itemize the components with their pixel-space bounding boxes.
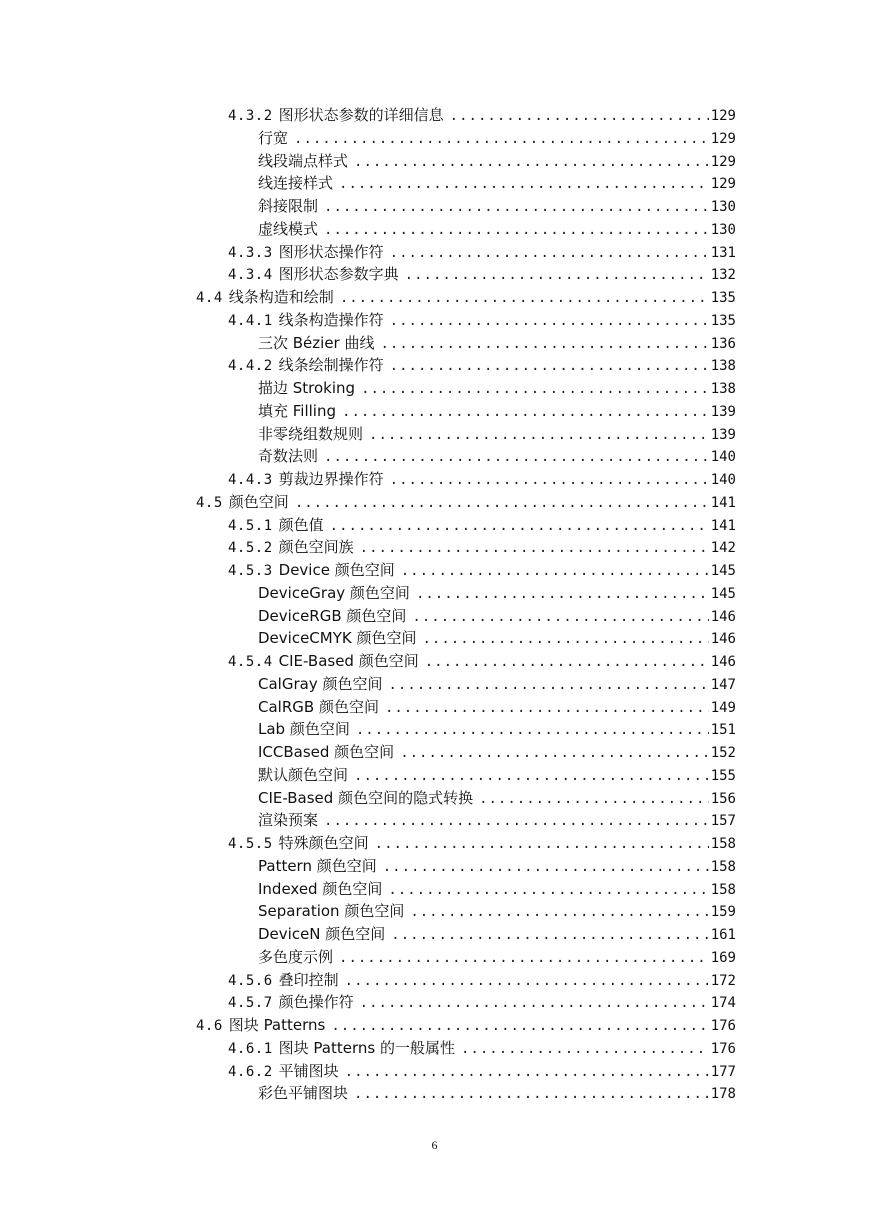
toc-entry-number: 4.3.4: [228, 267, 273, 284]
toc-entry-page: 176: [710, 1018, 736, 1034]
toc-entry[interactable]: [0, 1014, 869, 1037]
toc-entry-page: 136: [710, 335, 736, 352]
toc-entry-title: Device 颜色空间: [278, 561, 395, 579]
toc-entry-number: 4.5.2: [228, 540, 273, 557]
toc-entry[interactable]: [0, 218, 869, 241]
toc-entry-page: 156: [710, 790, 736, 807]
toc-entry[interactable]: [0, 741, 869, 764]
toc-entry-page: 129: [710, 176, 736, 193]
toc-entry[interactable]: [0, 172, 869, 195]
toc-entry-title: 虚线模式: [258, 219, 319, 238]
toc-entry[interactable]: [0, 696, 869, 719]
dot-leader: [388, 879, 708, 902]
dot-leader: [390, 355, 709, 378]
dot-leader: [294, 128, 709, 151]
dot-leader: [360, 537, 709, 560]
toc-entry[interactable]: [0, 400, 869, 423]
toc-entry-page: 140: [710, 449, 736, 466]
dot-leader: [388, 674, 708, 697]
toc-entry[interactable]: [0, 718, 869, 741]
toc-entry-page: 129: [710, 130, 736, 147]
toc-entry-title: CIE-Based 颜色空间: [278, 652, 419, 670]
toc-entry[interactable]: [0, 536, 869, 559]
toc-entry-page: 161: [710, 927, 736, 943]
toc-entry-page: 174: [710, 995, 736, 1012]
toc-entry-title: CIE-Based 颜色空间的隐式转换: [258, 788, 474, 807]
toc-entry[interactable]: [0, 423, 869, 446]
toc-entry[interactable]: [0, 241, 869, 264]
dot-leader: [360, 992, 709, 1015]
toc-entry-page: 152: [710, 745, 736, 761]
toc-entry[interactable]: [0, 468, 869, 491]
toc-entry-number: 4.5.4: [228, 654, 273, 670]
toc-entry-number: 4.6.2: [228, 1063, 273, 1080]
toc-entry-number: 4.5.7: [228, 995, 273, 1012]
toc-entry[interactable]: [0, 332, 869, 355]
toc-entry-title: DeviceCMYK 颜色空间: [258, 629, 417, 648]
toc-entry-number: 4.6: [196, 1018, 223, 1034]
toc-entry-title: 颜色空间: [228, 492, 289, 511]
dot-leader: [295, 492, 709, 515]
toc-entry[interactable]: [0, 377, 869, 400]
dot-leader: [345, 970, 709, 993]
toc-entry[interactable]: [0, 514, 869, 537]
toc-entry-title: 奇数法则: [258, 447, 319, 466]
toc-entry-title: 颜色空间族: [278, 538, 354, 557]
toc-entry-title: 图块 Patterns 的一般属性: [278, 1038, 455, 1057]
toc-entry-page: 159: [710, 904, 736, 921]
dot-leader: [401, 560, 709, 583]
dot-leader: [422, 628, 708, 651]
toc-entry-page: 135: [710, 290, 736, 306]
toc-entry-title: Pattern 颜色空间: [258, 856, 377, 875]
toc-entry[interactable]: [0, 969, 869, 992]
toc-entry-page: 178: [710, 1086, 736, 1103]
dot-leader: [339, 947, 709, 970]
toc-entry[interactable]: [0, 923, 869, 946]
toc-entry-title: 行宽: [258, 128, 289, 147]
toc-entry[interactable]: [0, 855, 869, 878]
toc-entry-page: 158: [710, 858, 736, 875]
toc-entry-page: 176: [710, 1040, 736, 1057]
table-of-contents: [0, 104, 869, 1105]
toc-entry-page: 157: [710, 813, 736, 830]
toc-entry[interactable]: [0, 1082, 869, 1105]
toc-entry[interactable]: [0, 878, 869, 901]
toc-entry-title: 图块 Patterns: [228, 1016, 326, 1034]
toc-entry[interactable]: [0, 195, 869, 218]
toc-entry[interactable]: [0, 491, 869, 514]
toc-entry-title: 线条构造操作符: [278, 310, 384, 329]
dot-leader: [345, 1061, 709, 1084]
dot-leader: [369, 424, 709, 447]
toc-entry[interactable]: [0, 764, 869, 787]
toc-entry[interactable]: [0, 673, 869, 696]
toc-entry-title: DeviceRGB 颜色空间: [258, 606, 407, 625]
dot-leader: [383, 856, 709, 879]
toc-entry-page: 135: [710, 312, 736, 329]
toc-entry-page: 138: [710, 358, 736, 375]
dot-leader: [385, 697, 709, 720]
dot-leader: [381, 333, 709, 356]
toc-entry-title: 渲染预案: [258, 811, 319, 830]
toc-entry[interactable]: [0, 627, 869, 650]
dot-leader: [450, 105, 709, 128]
toc-entry[interactable]: [0, 309, 869, 332]
toc-entry-page: 132: [710, 267, 736, 284]
toc-entry-page: 145: [710, 585, 736, 602]
toc-entry-title: 斜接限制: [258, 197, 319, 215]
toc-entry-page: 147: [710, 676, 736, 693]
toc-entry-page: 129: [710, 153, 736, 170]
toc-entry[interactable]: [0, 650, 869, 673]
toc-entry-title: 线条构造和绘制: [228, 288, 334, 306]
toc-entry-number: 4.5.3: [228, 563, 273, 579]
toc-entry-title: Separation 颜色空间: [258, 902, 405, 921]
toc-entry[interactable]: [0, 809, 869, 832]
toc-entry-page: 130: [710, 221, 736, 238]
dot-leader: [391, 924, 708, 947]
toc-entry-title: DeviceN 颜色空间: [258, 925, 386, 943]
toc-entry-page: 151: [710, 722, 736, 739]
dot-leader: [479, 788, 709, 811]
toc-entry-page: 139: [710, 426, 736, 443]
toc-entry-title: 三次 Bézier 曲线: [258, 333, 375, 352]
dot-leader: [324, 446, 709, 469]
toc-entry-page: 139: [710, 403, 736, 420]
dot-leader: [461, 1038, 709, 1061]
toc-entry-title: 图形状态操作符: [278, 242, 384, 261]
toc-entry-number: 4.6.1: [228, 1040, 273, 1057]
dot-leader: [324, 219, 709, 242]
toc-entry-page: 145: [710, 563, 736, 579]
toc-entry-title: 剪裁边界操作符: [278, 470, 384, 488]
toc-entry-title: 多色度示例: [258, 947, 334, 966]
toc-entry[interactable]: [0, 900, 869, 923]
toc-entry-page: 141: [710, 494, 736, 511]
dot-leader: [331, 1015, 708, 1038]
toc-entry[interactable]: [0, 286, 869, 309]
toc-entry-page: 146: [710, 654, 736, 670]
toc-entry-title: 平铺图块: [278, 1061, 339, 1080]
toc-entry-page: 146: [710, 608, 736, 625]
toc-entry-title: CalRGB 颜色空间: [258, 697, 379, 716]
toc-entry-title: 描边 Stroking: [258, 379, 356, 397]
toc-entry-number: 4.3.2: [228, 108, 273, 124]
dot-leader: [416, 583, 709, 606]
toc-entry-title: Lab 颜色空间: [258, 720, 350, 739]
dot-leader: [324, 810, 709, 833]
dot-leader: [342, 401, 709, 424]
toc-entry-number: 4.5.1: [228, 517, 273, 534]
toc-entry-number: 4.4.2: [228, 358, 273, 375]
toc-entry-page: 140: [710, 472, 736, 488]
toc-entry-page: 129: [710, 108, 736, 124]
toc-entry-title: ICCBased 颜色空间: [258, 743, 395, 761]
dot-leader: [375, 833, 709, 856]
toc-entry-title: DeviceGray 颜色空间: [258, 583, 410, 602]
toc-entry[interactable]: [0, 559, 869, 582]
dot-leader: [330, 515, 709, 538]
toc-entry-page: 130: [710, 199, 736, 215]
toc-entry-page: 141: [710, 517, 736, 534]
toc-entry-page: 142: [710, 540, 736, 557]
dot-leader: [324, 196, 709, 219]
toc-entry-number: 4.5.5: [228, 836, 273, 852]
toc-entry[interactable]: [0, 150, 869, 173]
dot-leader: [361, 378, 709, 401]
toc-entry-page: 177: [710, 1063, 736, 1080]
toc-entry-number: 4.4.3: [228, 472, 273, 488]
toc-entry-page: 149: [710, 699, 736, 716]
toc-entry-title: 图形状态参数的详细信息: [278, 106, 444, 124]
dot-leader: [412, 606, 708, 629]
toc-entry[interactable]: [0, 991, 869, 1014]
dot-leader: [356, 719, 709, 742]
toc-entry-title: CalGray 颜色空间: [258, 674, 383, 693]
toc-entry-title: Indexed 颜色空间: [258, 879, 383, 898]
toc-entry[interactable]: [0, 354, 869, 377]
toc-entry[interactable]: [0, 605, 869, 628]
toc-entry-title: 特殊颜色空间: [278, 834, 369, 852]
toc-entry-title: 颜色操作符: [278, 993, 354, 1012]
toc-entry[interactable]: [0, 787, 869, 810]
toc-entry-number: 4.4: [196, 290, 223, 306]
dot-leader: [390, 469, 709, 492]
dot-leader: [354, 151, 709, 174]
dot-leader: [400, 742, 709, 765]
dot-leader: [405, 264, 709, 287]
toc-entry[interactable]: [0, 127, 869, 150]
dot-leader: [390, 310, 709, 333]
toc-entry[interactable]: [0, 104, 869, 127]
toc-entry[interactable]: [0, 582, 869, 605]
dot-leader: [340, 287, 709, 310]
toc-entry-page: 155: [710, 767, 736, 784]
toc-entry-title: 填充 Filling: [258, 401, 337, 420]
dot-leader: [354, 765, 709, 788]
toc-entry[interactable]: [0, 1060, 869, 1083]
toc-entry-page: 146: [710, 631, 736, 648]
toc-entry-page: 158: [710, 836, 736, 852]
toc-entry-title: 图形状态参数字典: [278, 265, 399, 284]
toc-entry-page: 138: [710, 381, 736, 397]
dot-leader: [425, 651, 709, 674]
dot-leader: [390, 242, 709, 265]
toc-entry-title: 叠印控制: [278, 970, 339, 989]
toc-entry[interactable]: [0, 946, 869, 969]
dot-leader: [339, 173, 709, 196]
toc-entry-page: 172: [710, 972, 736, 989]
toc-entry[interactable]: [0, 445, 869, 468]
toc-entry-page: 169: [710, 949, 736, 966]
dot-leader: [354, 1083, 709, 1106]
dot-leader: [410, 901, 708, 924]
toc-entry-title: 线条绘制操作符: [278, 356, 384, 375]
toc-entry[interactable]: [0, 263, 869, 286]
page-number: 6: [431, 1138, 438, 1152]
toc-entry-number: 4.3.3: [228, 244, 273, 261]
toc-entry-number: 4.5: [196, 494, 223, 511]
toc-entry-title: 非零绕组数规则: [258, 424, 364, 443]
toc-entry-title: 默认颜色空间: [258, 765, 349, 784]
toc-entry-number: 4.5.6: [228, 972, 273, 989]
toc-entry[interactable]: [0, 1037, 869, 1060]
toc-entry-title: 线段端点样式: [258, 151, 349, 170]
toc-entry-title: 颜色值: [278, 515, 324, 534]
toc-entry-number: 4.4.1: [228, 312, 273, 329]
toc-entry[interactable]: [0, 832, 869, 855]
toc-entry-page: 131: [710, 244, 736, 261]
toc-entry-title: 线连接样式: [258, 174, 334, 193]
toc-entry-title: 彩色平铺图块: [258, 1084, 349, 1103]
toc-entry-page: 158: [710, 881, 736, 898]
